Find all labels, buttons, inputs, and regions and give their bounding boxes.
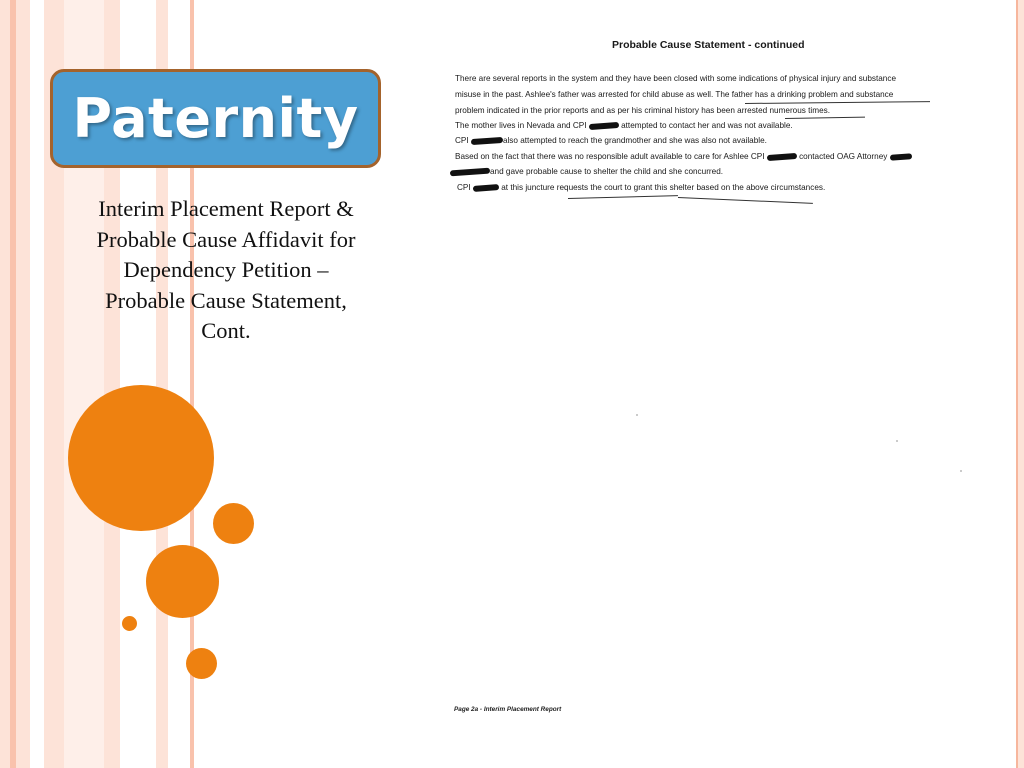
- redaction-mark: [889, 153, 911, 161]
- redaction-mark: [589, 122, 619, 130]
- decor-right-edge-line: [1016, 0, 1018, 768]
- decor-circle-small: [213, 503, 254, 544]
- decor-stripe: [16, 0, 30, 768]
- decor-stripe: [30, 0, 44, 768]
- scan-speck: [960, 470, 962, 472]
- document-line-text: misuse in the past. Ashlee's father was arrested for child abuse as well. The father has a drinking problem and substance: [455, 90, 894, 99]
- document-line-text: CPI: [457, 183, 471, 192]
- document-line: [455, 106, 830, 115]
- document-line: [455, 152, 912, 161]
- document-line-text: and gave probable cause to shelter the child and she concurred.: [490, 167, 724, 176]
- document-line: [450, 167, 723, 176]
- title-badge: [50, 69, 381, 168]
- document-footer: Page 2a - Interim Placement Report: [454, 706, 562, 713]
- document-heading: Probable Cause Statement - continued: [612, 39, 805, 51]
- decor-stripe: [0, 0, 10, 768]
- document-line-text: There are several reports in the system and they have been closed with some indications of physical injury and substance: [455, 74, 896, 83]
- decor-right-edge: [1018, 0, 1024, 768]
- document-line: [455, 121, 793, 130]
- redaction-mark: [767, 153, 797, 161]
- decor-circle-tiny: [122, 616, 137, 631]
- document-line-text: also attempted to reach the grandmother and she was also not available.: [502, 136, 767, 145]
- document-line: [455, 90, 893, 99]
- document-line-text: problem indicated in the prior reports and as per his criminal history has been arrested numerous times.: [455, 106, 830, 115]
- slide-title: Paternity: [72, 87, 359, 150]
- document-line: [457, 183, 825, 192]
- redaction-mark: [471, 137, 503, 145]
- pen-underline: [745, 101, 930, 104]
- pen-underline: [785, 117, 865, 119]
- document-line-text: The mother lives in Nevada and CPI: [455, 121, 587, 130]
- decor-circle-small: [186, 648, 217, 679]
- document-line-text: contacted OAG Attorney: [799, 152, 888, 161]
- slide-subtitle: Interim Placement Report & Probable Cause Affidavit for Dependency Petition – Probable Cause Statement, Cont.: [96, 196, 356, 344]
- document-line-text: at this juncture requests the court to grant this shelter based on the above circumstances.: [501, 183, 826, 192]
- redaction-mark: [450, 167, 490, 176]
- pen-underline: [568, 195, 678, 199]
- scan-speck: [636, 414, 638, 416]
- redaction-mark: [473, 184, 499, 192]
- document-line-text: Based on the fact that there was no responsible adult available to care for Ashlee CPI: [455, 152, 765, 161]
- document-line-text: CPI: [455, 136, 469, 145]
- decor-circle-large: [68, 385, 214, 531]
- scanned-document: [440, 30, 970, 730]
- scan-speck: [896, 440, 898, 442]
- document-line: [455, 136, 767, 145]
- decor-circle-medium: [146, 545, 219, 618]
- document-line-text: attempted to contact her and was not available.: [621, 121, 793, 130]
- document-line: [455, 74, 896, 83]
- pen-underline: [678, 197, 813, 204]
